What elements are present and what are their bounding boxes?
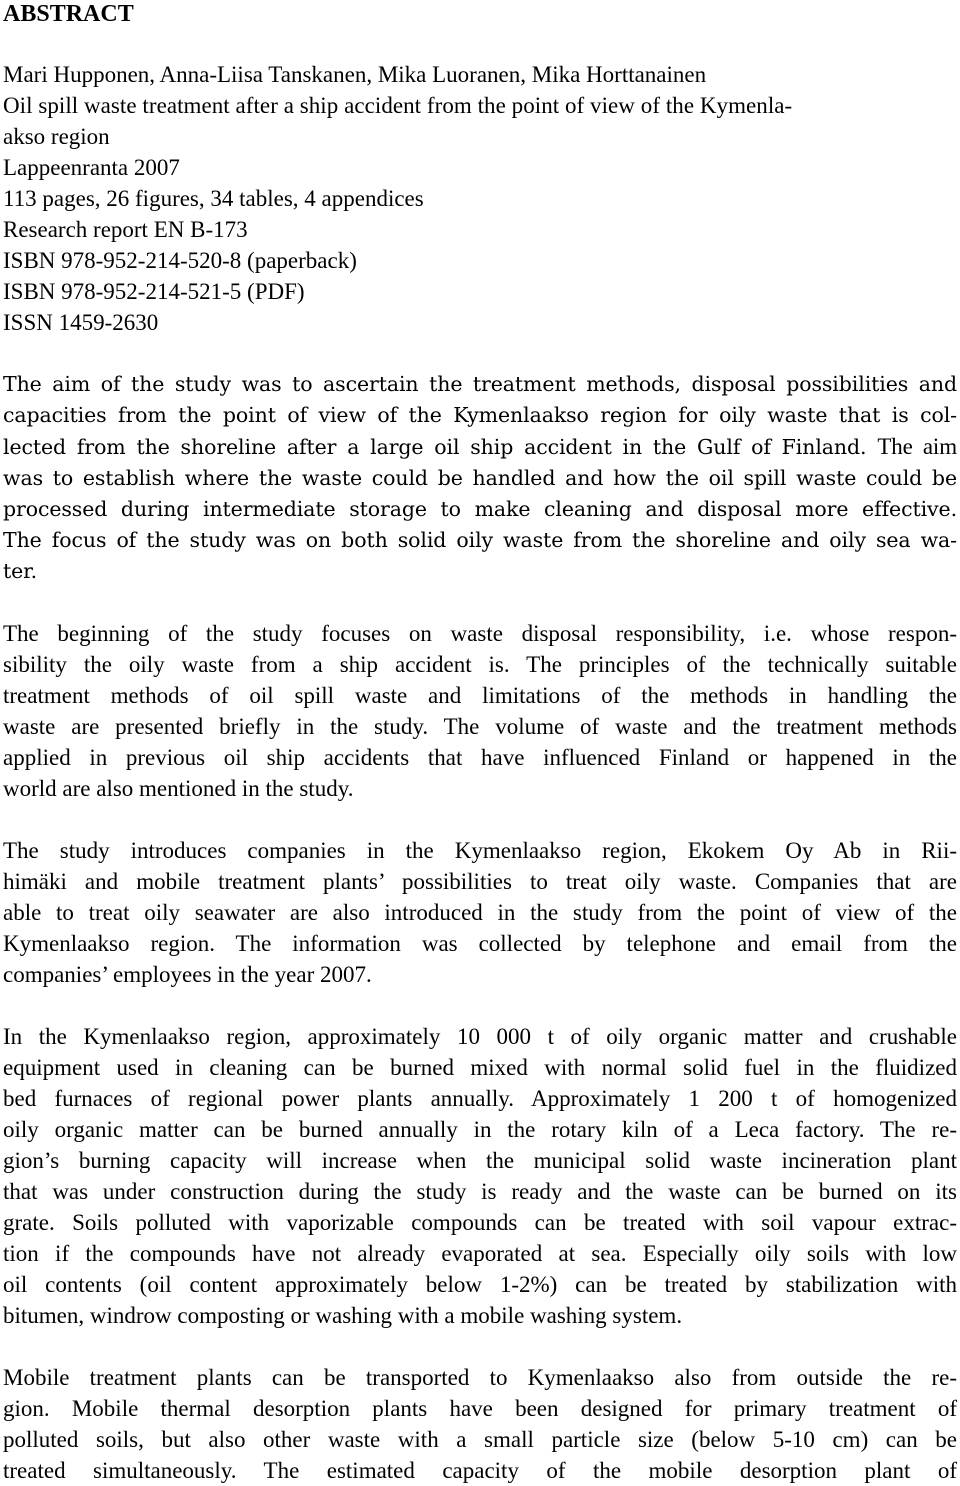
abstract-paragraph-1 [3,369,957,587]
abstract-heading: ABSTRACT [3,1,134,27]
authors: Mari Hupponen, Anna-Liisa Tanskanen, Mika Luoranen, Mika Horttanainen [3,62,707,87]
paragraph-line: The beginning of the study focuses on waste disposal responsibility, i.e. whose respon- [3,621,957,646]
paragraph-line: Mobile treatment plants can be transported to Kymenlaakso also from outside the re- [3,1365,957,1390]
document-page [3,0,957,1486]
issn: ISSN 1459-2630 [3,310,159,335]
paragraph-line: In the Kymenlaakso region, approximately 10 000 t of oily organic matter and crushable [3,1024,957,1049]
isbn-pdf: ISBN 978-952-214-521-5 (PDF) [3,279,305,304]
bibliographic-info [3,59,957,338]
paragraph-line: that was under construction during the study is ready and the waste can be burned on its [3,1179,957,1204]
paragraph-line: The aim of the study was to ascertain the treatment methods, disposal possibilities and [3,372,957,396]
paragraph-line: oily organic matter can be burned annually in the rotary kiln of a Leca factory. The re- [3,1117,957,1142]
paragraph-line: bed furnaces of regional power plants annually. Approximately 1 200 t of homogenized [3,1086,957,1111]
abstract-paragraph-4 [3,1021,957,1331]
paragraph-line: world are also mentioned in the study. [3,776,354,801]
paragraph-line: sibility the oily waste from a ship accident is. The principles of the technically suitable [3,652,957,677]
paragraph-line: The study introduces companies in the Kymenlaakso region, Ekokem Oy Ab in Rii- [3,838,957,863]
paragraph-line: treatment methods of oil spill waste and limitations of the methods in handling the [3,683,957,708]
page-count: 113 pages, 26 figures, 34 tables, 4 appendices [3,186,424,211]
paragraph-line: waste are presented briefly in the study. The volume of waste and the treatment methods [3,714,957,739]
paragraph-line: applied in previous oil ship accidents that have influenced Finland or happened in the [3,745,957,770]
paragraph-line-segment-tail: The aim [877,434,958,459]
abstract-paragraph-5 [3,1362,957,1486]
paragraph-line: grate. Soils polluted with vaporizable compounds can be treated with soil vapour extrac- [3,1210,957,1235]
abstract-paragraph-2 [3,618,957,804]
report-title-line-2: akso region [3,124,110,149]
paragraph-line: processed during intermediate storage to make cleaning and disposal more effective. [3,497,957,521]
paragraph-line: The focus of the study was on both solid oily waste from the shoreline and oily sea wa- [3,528,957,552]
paragraph-line: capacities from the point of view of the Kymenlaakso region for oily waste that is col- [3,403,957,427]
report-title-line-1: Oil spill waste treatment after a ship accident from the point of view of the Kymenla- [3,93,793,118]
report-number: Research report EN B-173 [3,217,248,242]
paragraph-line-segment: lected from the shoreline after a large oil ship accident in the Gulf of Finland. [3,435,867,459]
paragraph-line: oil contents (oil content approximately below 1-2%) can be treated by stabilization with [3,1272,957,1297]
paragraph-line: bitumen, windrow composting or washing with a mobile washing system. [3,1303,683,1328]
paragraph-line: gion’s burning capacity will increase when the municipal solid waste incineration plant [3,1148,957,1173]
paragraph-line: gion. Mobile thermal desorption plants have been designed for primary treatment of [3,1396,957,1421]
paragraph-line: Kymenlaakso region. The information was collected by telephone and email from the [3,931,957,956]
paragraph-line: himäki and mobile treatment plants’ possibilities to treat oily waste. Companies that are [3,869,957,894]
paragraph-line: was to establish where the waste could be handled and how the oil spill waste could be [3,466,957,490]
paragraph-line-mixed [3,431,957,463]
paragraph-line: polluted soils, but also other waste with a small particle size (below 5-10 cm) can be [3,1427,957,1452]
abstract-paragraph-3 [3,835,957,990]
isbn-paperback: ISBN 978-952-214-520-8 (paperback) [3,248,357,273]
place-year: Lappeenranta 2007 [3,155,180,180]
paragraph-line: equipment used in cleaning can be burned mixed with normal solid fuel in the fluidized [3,1055,957,1080]
paragraph-line: treated simultaneously. The estimated capacity of the mobile desorption plant of [3,1458,957,1483]
paragraph-line: able to treat oily seawater are also introduced in the study from the point of view of the [3,900,957,925]
paragraph-line: companies’ employees in the year 2007. [3,962,372,987]
paragraph-line: ter. [3,559,38,583]
paragraph-line: tion if the compounds have not already evaporated at sea. Especially oily soils with low [3,1241,957,1266]
